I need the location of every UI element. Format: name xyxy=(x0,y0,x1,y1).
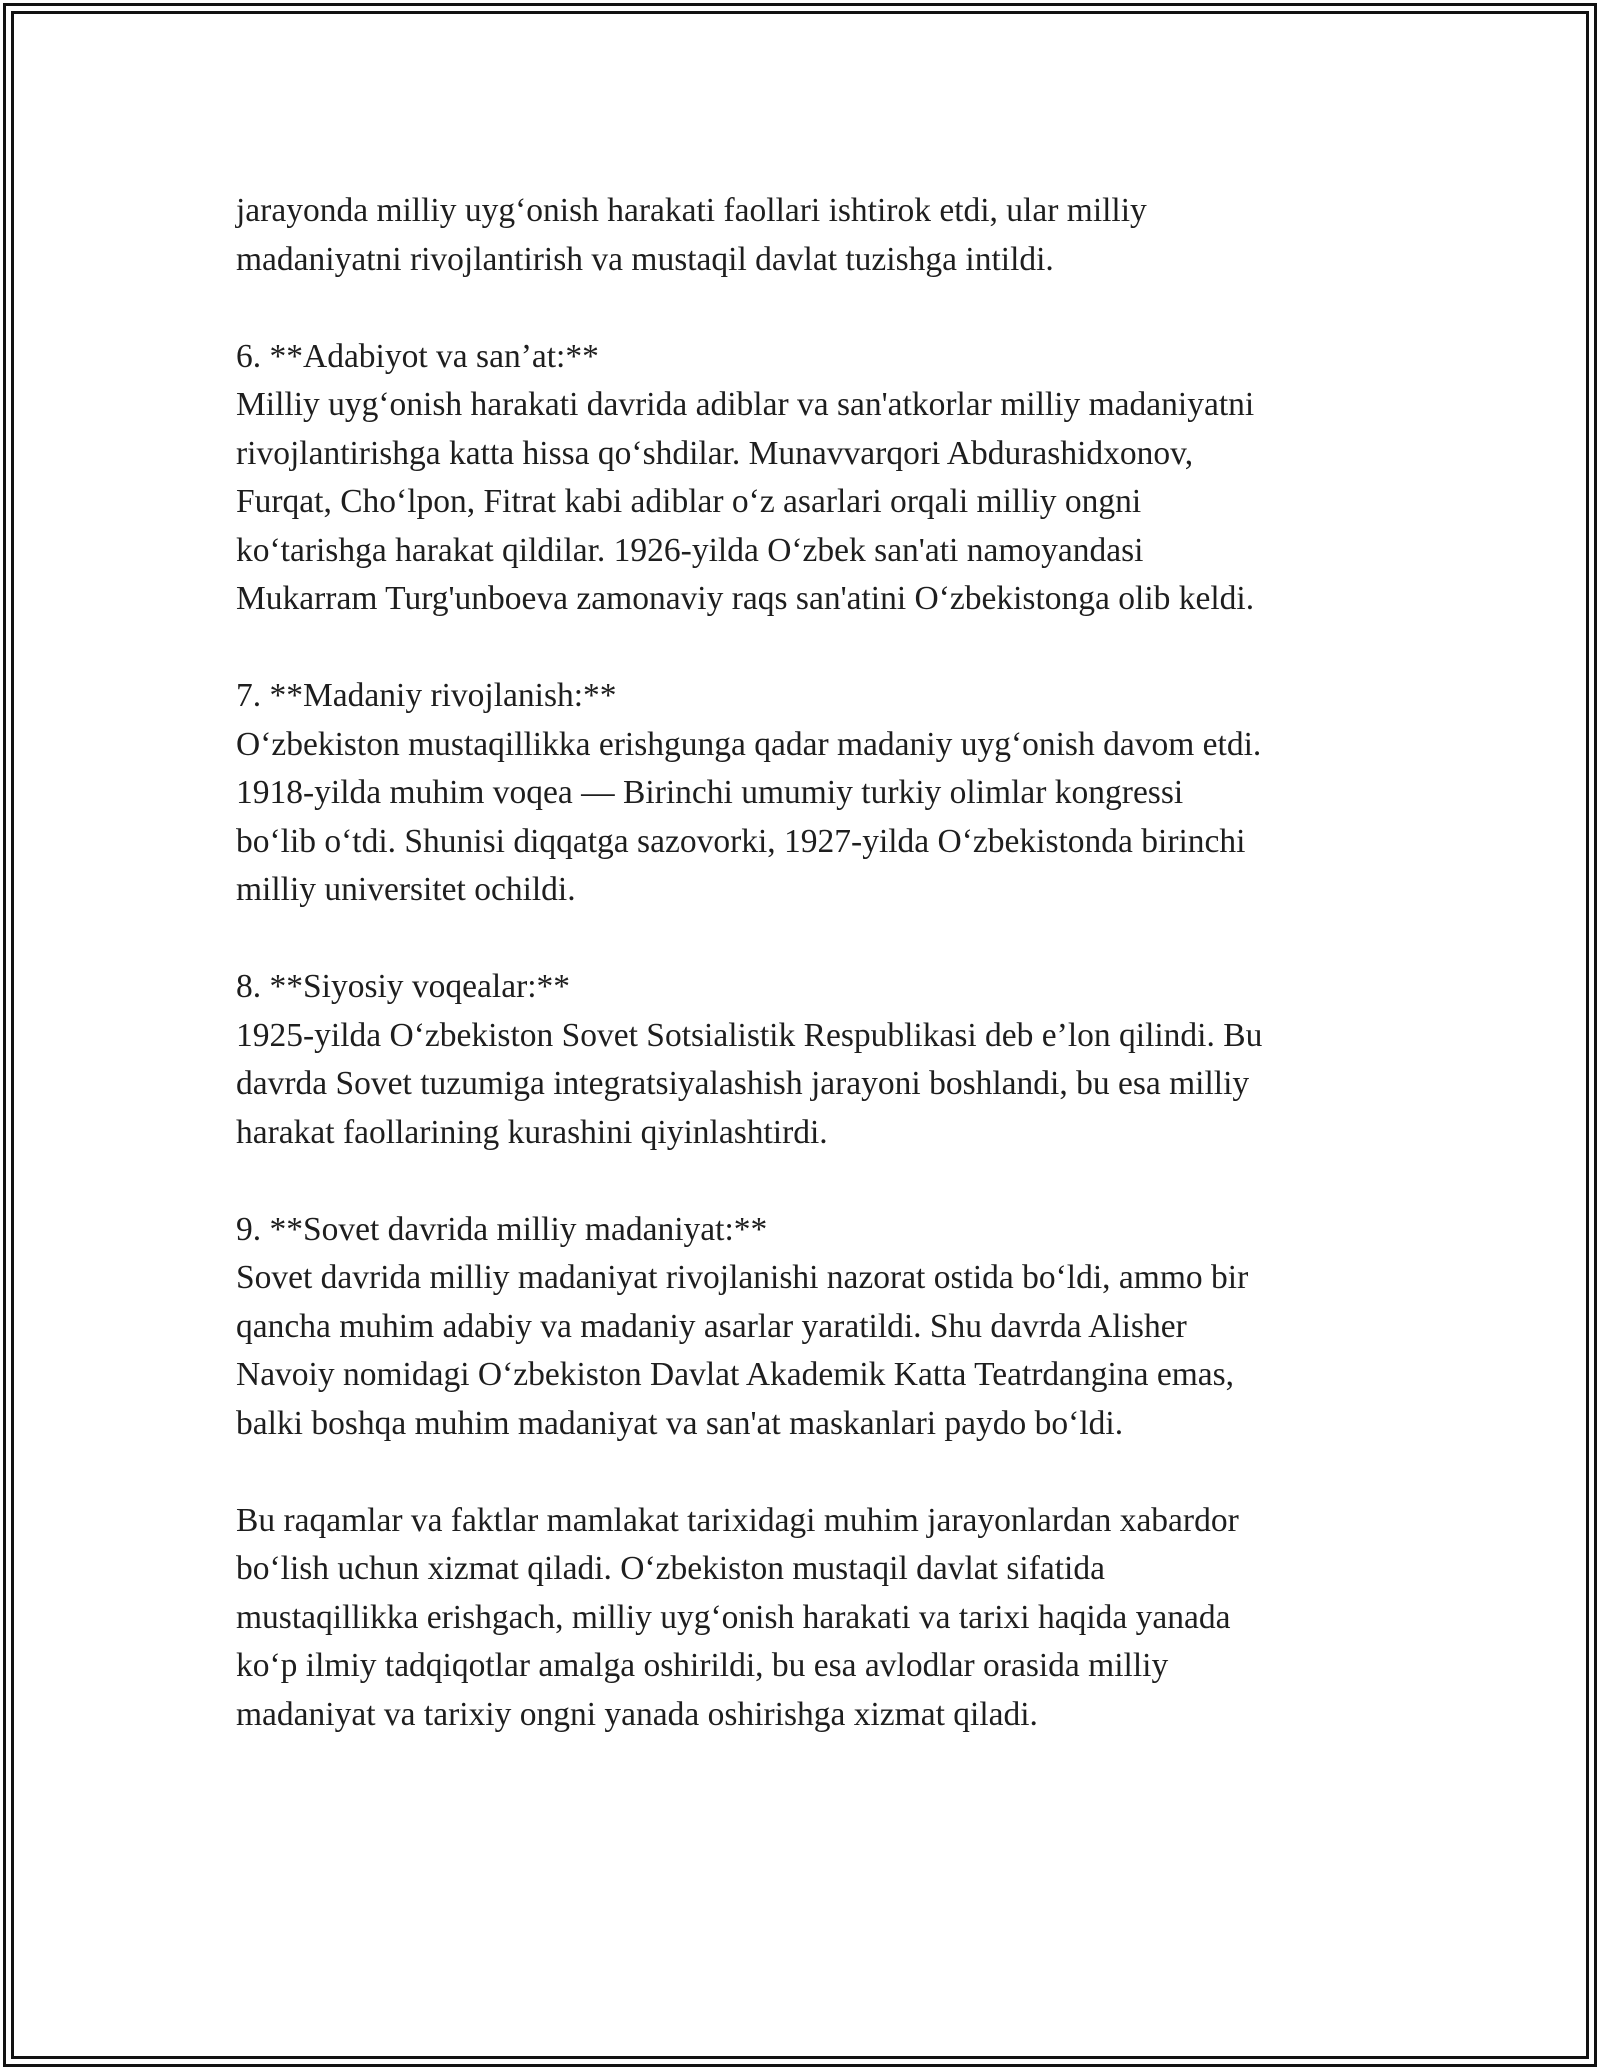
text-line: davrda Sovet tuzumiga integratsiyalashish jarayoni boshlandi, bu esa milliy xyxy=(236,1065,1250,1102)
section-heading: 8. **Siyosiy voqealar:** xyxy=(236,968,571,1005)
text-line: ko‘tarishga harakat qildilar. 1926-yilda O‘zbek san'ati namoyandasi xyxy=(236,531,1144,569)
text-line: madaniyat va tarixiy ongni yanada oshirishga xizmat qiladi. xyxy=(236,1695,1038,1733)
intro-paragraph xyxy=(236,187,1386,284)
text-line: mustaqillikka erishgach, milliy uyg‘onish harakati va tarixi haqida yanada xyxy=(236,1598,1231,1636)
section-literature-art xyxy=(236,333,1386,624)
text-line: 1925-yilda O‘zbekiston Sovet Sotsialistik Respublikasi deb e’lon qilindi. Bu xyxy=(236,1016,1263,1054)
text-line: Mukarram Turg'unboeva zamonaviy raqs san'atini O‘zbekistonga olib keldi. xyxy=(236,580,1255,617)
text-line: harakat faollarining kurashini qiyinlashtirdi. xyxy=(236,1113,828,1151)
text-line: 1918-yilda muhim voqea — Birinchi umumiy turkiy olimlar kongressi xyxy=(236,774,1184,811)
section-heading: 9. **Sovet davrida milliy madaniyat:** xyxy=(236,1210,768,1248)
text-line: Furqat, Cho‘lpon, Fitrat kabi adiblar o‘z asarlari orqali milliy ongni xyxy=(236,483,1142,520)
text-line: qancha muhim adabiy va madaniy asarlar yaratildi. Shu davrda Alisher xyxy=(236,1307,1187,1345)
conclusion-paragraph xyxy=(236,1497,1386,1740)
text-line: Sovet davrida milliy madaniyat rivojlanishi nazorat ostida bo‘ldi, ammo bir xyxy=(236,1259,1249,1296)
text-line: Milliy uyg‘onish harakati davrida adiblar va san'atkorlar milliy madaniyatni xyxy=(236,386,1255,423)
text-line: Navoiy nomidagi O‘zbekiston Davlat Akademik Katta Teatrdangina emas, xyxy=(236,1356,1235,1393)
document-body xyxy=(236,187,1386,1739)
text-line: Bu raqamlar va faktlar mamlakat tarixidagi muhim jarayonlardan xabardor xyxy=(236,1501,1239,1539)
text-line: madaniyatni rivojlantirish va mustaqil davlat tuzishga intildi. xyxy=(236,240,1054,278)
section-cultural-development xyxy=(236,672,1386,915)
text-line: bo‘lish uchun xizmat qiladi. O‘zbekiston mustaqil davlat sifatida xyxy=(236,1550,1105,1587)
text-line: ko‘p ilmiy tadqiqotlar amalga oshirildi, bu esa avlodlar orasida milliy xyxy=(236,1647,1169,1684)
text-line: balki boshqa muhim madaniyat va san'at maskanlari paydo bo‘ldi. xyxy=(236,1404,1124,1442)
text-line: O‘zbekiston mustaqillikka erishgunga qadar madaniy uyg‘onish davom etdi. xyxy=(236,725,1262,763)
section-political-events xyxy=(236,963,1386,1157)
text-line: rivojlantirishga katta hissa qo‘shdilar. Munavvarqori Abdurashidxonov, xyxy=(236,434,1194,472)
text-line: jarayonda milliy uyg‘onish harakati faollari ishtirok etdi, ular milliy xyxy=(236,192,1147,229)
section-heading: 6. **Adabiyot va san’at:** xyxy=(236,337,599,375)
section-soviet-culture xyxy=(236,1206,1386,1449)
section-heading: 7. **Madaniy rivojlanish:** xyxy=(236,677,617,714)
text-line: milliy universitet ochildi. xyxy=(236,871,576,908)
text-line: bo‘lib o‘tdi. Shunisi diqqatga sazovorki, 1927-yilda O‘zbekistonda birinchi xyxy=(236,822,1246,860)
